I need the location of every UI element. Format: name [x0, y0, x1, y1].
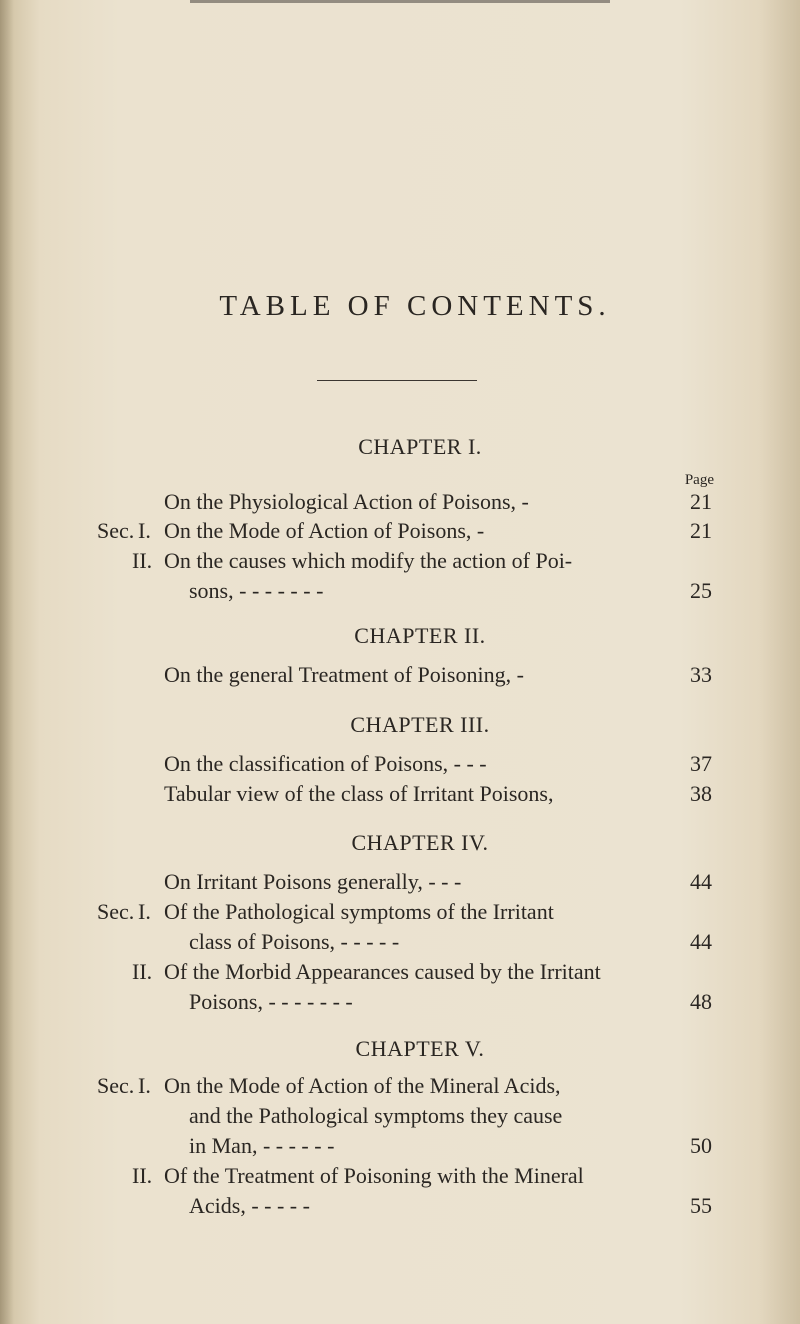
- ch5-sec1-page: 50: [690, 1133, 712, 1158]
- section-number: II.: [132, 548, 153, 573]
- ch1-sec1-page: 21: [690, 518, 712, 543]
- ch5-sec1-mineral-acids-line1: On the Mode of Action of the Mineral Acids,: [164, 1073, 561, 1098]
- section-number: II.: [132, 1163, 153, 1188]
- ch2-entry-general-treatment: On the general Treatment of Poisoning, -: [164, 662, 524, 687]
- page-gutter-shadow: [0, 0, 14, 1324]
- ch1-entry-physiological-action: On the Physiological Action of Poisons, -: [164, 489, 529, 514]
- ch4-sec1-pathological-line2: class of Poisons, - - - - -: [189, 929, 400, 954]
- chapter-1-heading: CHAPTER I.: [358, 434, 482, 459]
- ch4-sec2-morbid-line2: Poisons, - - - - - - -: [189, 989, 353, 1014]
- top-rule: [190, 0, 610, 11]
- ch5-sec1-mineral-acids-line2: and the Pathological symptoms they cause: [189, 1103, 563, 1128]
- ch4-sec2-page: 48: [690, 989, 712, 1014]
- section-number: I.: [138, 899, 151, 924]
- title-divider: [317, 380, 477, 381]
- ch4-entry-page: 44: [690, 869, 712, 894]
- ch3-entry-classification: On the classification of Poisons, - - -: [164, 751, 487, 776]
- sec-label: Sec.: [97, 1073, 135, 1098]
- ch1-entry-page: 21: [690, 489, 712, 514]
- ch3-entry-tabular-view: Tabular view of the class of Irritant Poisons,: [164, 781, 554, 806]
- ch3-entry2-page: 38: [690, 781, 712, 806]
- ch2-entry-page: 33: [690, 662, 712, 687]
- page-column-header: Page: [684, 472, 714, 488]
- ch5-sec2-treatment-line1: Of the Treatment of Poisoning with the Mineral: [164, 1163, 584, 1188]
- chapter-2-heading: CHAPTER II.: [354, 623, 486, 648]
- ch4-sec2-morbid-line1: Of the Morbid Appearances caused by the Irritant: [164, 959, 601, 984]
- section-number: I.: [138, 1073, 151, 1098]
- ch4-sec1-pathological-line1: Of the Pathological symptoms of the Irritant: [164, 899, 554, 924]
- ch1-sec2-causes-line1: On the causes which modify the action of Poi-: [164, 548, 573, 573]
- ch5-sec1-mineral-acids-line3: in Man, - - - - - -: [189, 1133, 335, 1158]
- sec-label: Sec.: [97, 899, 135, 924]
- section-number: II.: [132, 959, 153, 984]
- ch4-entry-irritant-generally: On Irritant Poisons generally, - - -: [164, 869, 462, 894]
- page-title: TABLE OF CONTENTS.: [219, 290, 611, 322]
- ch1-sec2-causes-line2: sons, - - - - - - -: [189, 578, 324, 603]
- ch5-sec2-treatment-line2: Acids, - - - - -: [189, 1193, 310, 1218]
- chapter-5-heading: CHAPTER V.: [355, 1036, 485, 1061]
- ch5-sec2-page: 55: [690, 1193, 712, 1218]
- chapter-3-heading: CHAPTER III.: [350, 712, 490, 737]
- chapter-4-heading: CHAPTER IV.: [351, 830, 489, 855]
- ch1-sec2-page: 25: [690, 578, 712, 603]
- ch4-sec1-page: 44: [690, 929, 712, 954]
- section-number: I.: [138, 518, 151, 543]
- ch3-entry1-page: 37: [690, 751, 712, 776]
- ch1-sec1-mode-of-action: On the Mode of Action of Poisons, -: [164, 518, 485, 543]
- sec-label: Sec.: [97, 518, 135, 543]
